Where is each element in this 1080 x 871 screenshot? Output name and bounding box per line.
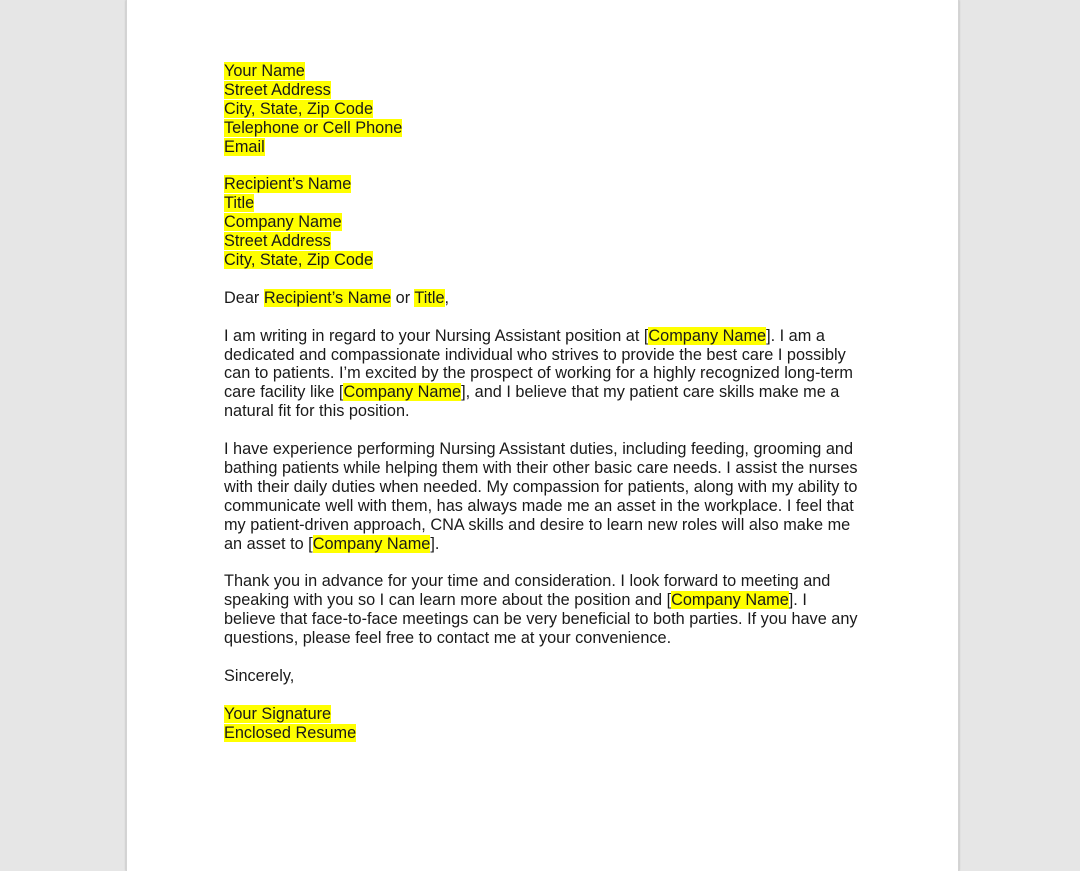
paragraph-text: care facility like [ <box>224 383 344 402</box>
paragraph-line: communicate well with them, has always made me an asset in the workplace. I feel that <box>224 496 854 515</box>
paragraph-text: an asset to [ <box>224 534 313 553</box>
salutation-line <box>224 289 874 308</box>
salutation-name-field: Recipient’s Name <box>263 288 392 307</box>
paragraph-text: ]. I am a <box>766 326 825 345</box>
paragraph-line: questions, please feel free to contact me at your convenience. <box>224 629 672 648</box>
recipient-address-block <box>224 175 874 270</box>
sender-phone-line <box>224 119 874 138</box>
company-name-field: Company Name <box>312 534 431 553</box>
paragraph-line <box>224 383 874 402</box>
paragraph-line: believe that face-to-face meetings can be very beneficial to both parties. If you have any <box>224 610 858 629</box>
company-name-field: Company Name <box>648 326 767 345</box>
recipient-name-field: Recipient’s Name <box>224 175 352 194</box>
paragraph-line <box>224 535 874 554</box>
sender-email-line <box>224 138 874 157</box>
paragraph-text: ]. <box>430 534 440 553</box>
body-paragraph-1 <box>224 327 874 422</box>
paragraph-line: dedicated and compassionate individual who strives to provide the best care I possibly <box>224 345 846 364</box>
paragraph-line <box>224 327 874 346</box>
paragraph-line: with their daily duties when needed. My compassion for patients, along with my ability to <box>224 477 858 496</box>
company-name-field: Company Name <box>671 591 789 610</box>
recipient-company-field: Company Name <box>224 213 342 232</box>
paragraph-line <box>224 591 874 610</box>
closing-line: Sincerely, <box>224 666 295 685</box>
salutation-middle: or <box>391 288 415 307</box>
recipient-title-line <box>224 194 874 213</box>
enclosure-line <box>224 724 874 743</box>
letter-page <box>126 0 959 871</box>
body-paragraph-2 <box>224 440 874 553</box>
paragraph-line: my patient-driven approach, CNA skills and desire to learn new roles will also make me <box>224 515 851 534</box>
sender-city-line <box>224 100 874 119</box>
paragraph-text: ], and I believe that my patient care skills make me a <box>461 383 840 402</box>
paragraph-line: I have experience performing Nursing Assistant duties, including feeding, grooming and <box>224 440 854 459</box>
paragraph-text: I am writing in regard to your Nursing Assistant position at [ <box>224 326 649 345</box>
sender-name-line <box>224 62 874 81</box>
signature-field: Your Signature <box>224 704 332 723</box>
sender-street-field: Street Address <box>224 80 331 99</box>
recipient-company-line <box>224 213 874 232</box>
paragraph-text: ]. I <box>788 591 807 610</box>
sender-name-field: Your Name <box>224 62 305 80</box>
sender-phone-field: Telephone or Cell Phone <box>224 118 403 137</box>
signature-block <box>224 705 874 743</box>
letter-content <box>224 62 874 761</box>
recipient-city-line <box>224 251 874 270</box>
enclosure-field: Enclosed Resume <box>224 723 357 742</box>
paragraph-text: speaking with you so I can learn more about the position and [ <box>224 591 672 610</box>
recipient-street-line <box>224 232 874 251</box>
paragraph-line: Thank you in advance for your time and consideration. I look forward to meeting and <box>224 572 831 591</box>
sender-email-field: Email <box>224 137 265 156</box>
sender-address-block <box>224 62 874 157</box>
salutation <box>224 289 874 308</box>
recipient-title-field: Title <box>224 194 255 213</box>
sender-city-field: City, State, Zip Code <box>224 99 374 118</box>
paragraph-line: natural fit for this position. <box>224 402 410 421</box>
salutation-suffix: , <box>444 288 450 307</box>
closing <box>224 667 874 686</box>
salutation-prefix: Dear <box>224 288 264 307</box>
recipient-name-line <box>224 175 874 194</box>
signature-line <box>224 705 874 724</box>
paragraph-line: can to patients. I’m excited by the prospect of working for a highly recognized long-term <box>224 364 853 383</box>
recipient-city-field: City, State, Zip Code <box>224 251 374 270</box>
recipient-street-field: Street Address <box>224 232 331 251</box>
salutation-title-field: Title <box>414 288 445 307</box>
sender-street-line <box>224 81 874 100</box>
paragraph-line: bathing patients while helping them with their other basic care needs. I assist the nurses <box>224 458 858 477</box>
body-paragraph-3 <box>224 572 874 648</box>
company-name-field: Company Name <box>343 383 462 402</box>
